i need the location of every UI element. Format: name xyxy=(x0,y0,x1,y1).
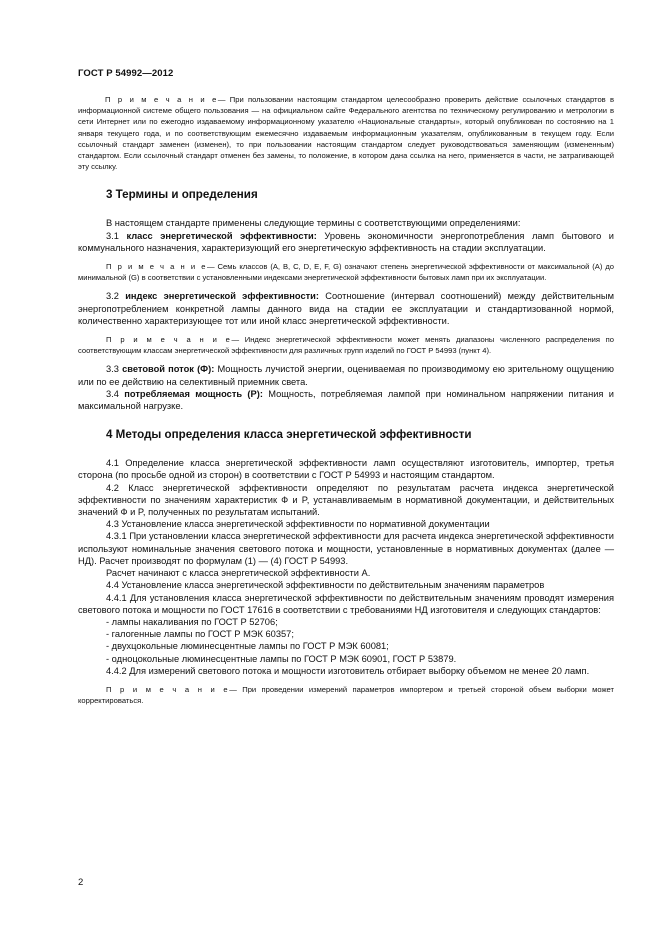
clause-4-1: 4.1 Определение класса энергетической эффективности ламп осуществляют изготовитель, импортер, третья сторона (по просьбе одной из сторон) в соответствии с ГОСТ Р 54993 и настоящим стандартом. xyxy=(78,458,614,481)
term-3-3 xyxy=(78,363,614,387)
note-text: — При проведении измерений параметров импортером и третьей стороной объем выборки может корректироваться. xyxy=(78,684,615,706)
list-item: - одноцокольные люминесцентные лампы по ГОСТ Р МЭК 60901, ГОСТ Р 53879. xyxy=(106,653,457,664)
list-item: - двухцокольные люминесцентные лампы по ГОСТ Р МЭК 60081; xyxy=(106,641,389,652)
clause-4-3: 4.3 Установление класса энергетической эффективности по нормативной документации xyxy=(106,519,490,530)
note-label: П р и м е ч а н и е xyxy=(106,262,208,272)
term-definition: Уровень экономичности энергопотребления ламп бытового и коммунального назначения, характеризующий его энергетическую эффективность на стадии эксплуатации. xyxy=(78,230,614,253)
note-label: П р и м е ч а н и е xyxy=(106,335,232,345)
note-label: П р и м е ч а н и е xyxy=(105,95,218,104)
section-4-heading: 4 Методы определения класса энергетической эффективности xyxy=(106,428,472,442)
note-label: П р и м е ч а н и е xyxy=(106,684,230,694)
note-3-2 xyxy=(78,334,614,356)
note-4-4-2 xyxy=(78,684,614,706)
document-header: ГОСТ Р 54992—2012 xyxy=(78,68,174,79)
term-number: 3.3 xyxy=(106,364,119,375)
term-number: 3.4 xyxy=(106,388,119,399)
term-name: потребляемая мощность (P): xyxy=(124,388,263,399)
term-definition: Мощность, потребляемая лампой при номинальном напряжении питания и максимальной нагрузке. xyxy=(78,388,614,412)
term-3-1 xyxy=(78,230,614,254)
section-3-intro: В настоящем стандарте применены следующие термины с соответствующими определениями: xyxy=(106,218,521,229)
page-number: 2 xyxy=(78,877,84,888)
clause-4-2: 4.2 Класс энергетической эффективности определяют по результатам расчета индекса энергетической эффективности по значениям характеристик Ф и P, устанавливаемым в нормативной документации, и действительных значений Ф и P, полученных по результатам испытаний. xyxy=(78,482,614,518)
term-name: класс энергетической эффективности: xyxy=(126,230,317,241)
clause-4-3-1-b: Расчет начинают с класса энергетической эффективности А. xyxy=(106,568,371,579)
clause-4-3-1: 4.3.1 При установлении класса энергетической эффективности для расчета индекса энергетической эффективности используют номинальные значения светового потока и мощности, установленные в нормативных документах (далее — НД). Расчет производят по формулам (1) — (4) ГОСТ Р 54993. xyxy=(78,531,614,566)
note-text: — Семь классов (A, B, C, D, E, F, G) означают степень энергетической эффективности от максимальной (A) до минимальной (G) в соответствии с установленными индексами энергетической эффективности бытовых ламп при их эксплуатации. xyxy=(78,262,614,283)
list-item: - лампы накаливания по ГОСТ Р 52706; xyxy=(106,616,278,627)
list-item: - галогенные лампы по ГОСТ Р МЭК 60357; xyxy=(106,629,294,640)
term-number: 3.1 xyxy=(106,230,119,241)
term-number: 3.2 xyxy=(106,291,119,302)
term-3-4 xyxy=(78,388,614,412)
clause-4-4: 4.4 Установление класса энергетической эффективности по действительным значениям параметров xyxy=(106,580,545,591)
term-definition: Мощность лучистой энергии, оцениваемая по производимому ею зрительному ощущению или по ее действию на селективный приемник света. xyxy=(78,364,615,387)
clause-4-4-1: 4.4.1 Для установления класса энергетической эффективности по действительным значениям проводят измерения светового потока и мощности по ГОСТ 17616 в соответствии с требованиями НД изготовителя и следующих стандартов: xyxy=(78,592,614,615)
term-name: световой поток (Ф): xyxy=(122,364,215,375)
note-text: — Индекс энергетической эффективности может менять диапазоны численного распределения по соответствующим классам энергетической эффективности для различных групп изделий по ГОСТ Р 54993 (пункт 4). xyxy=(78,335,614,356)
term-name: индекс энергетической эффективности: xyxy=(125,291,319,302)
term-definition: Соотношение (интервал соотношений) между действительным энергопотреблением конкретной лампы данного вида на стадии ее эксплуатации и стандартизованной нормой, количественно характеризующее тот или иной класс энергетической эффективности. xyxy=(78,291,614,326)
note-3-1 xyxy=(78,261,614,283)
term-3-2 xyxy=(78,290,614,327)
clause-4-4-2: 4.4.2 Для измерений светового потока и мощности изготовитель отбирает выборку объемом не менее 20 ламп. xyxy=(106,665,590,676)
document-body xyxy=(78,94,614,706)
section-3-heading: 3 Термины и определения xyxy=(106,188,258,202)
intro-note xyxy=(78,94,614,172)
note-text: — При пользовании настоящим стандартом целесообразно проверить действие ссылочных стандартов в информационной системе общего пользования — на официальном сайте Федерального агентства по техническому регулированию и метрологии в сети Интернет или по ежегодно издаваемому информационному указателю «Национальные стандарты», который опубликован по состоянию на 1 января текущего года, и по соответствующим ежемесячно издаваемым информационным указателям, опубликованным в текущем году. Если ссылочный стандарт заменен (изменен), то при пользовании настоящим стандартом следует руководствоваться заменяющим (измененным) стандартом. Если ссылочный стандарт отменен без замены, то положение, в котором дана ссылка на него, применяется в части, не затрагивающей эту ссылку. xyxy=(78,95,614,172)
